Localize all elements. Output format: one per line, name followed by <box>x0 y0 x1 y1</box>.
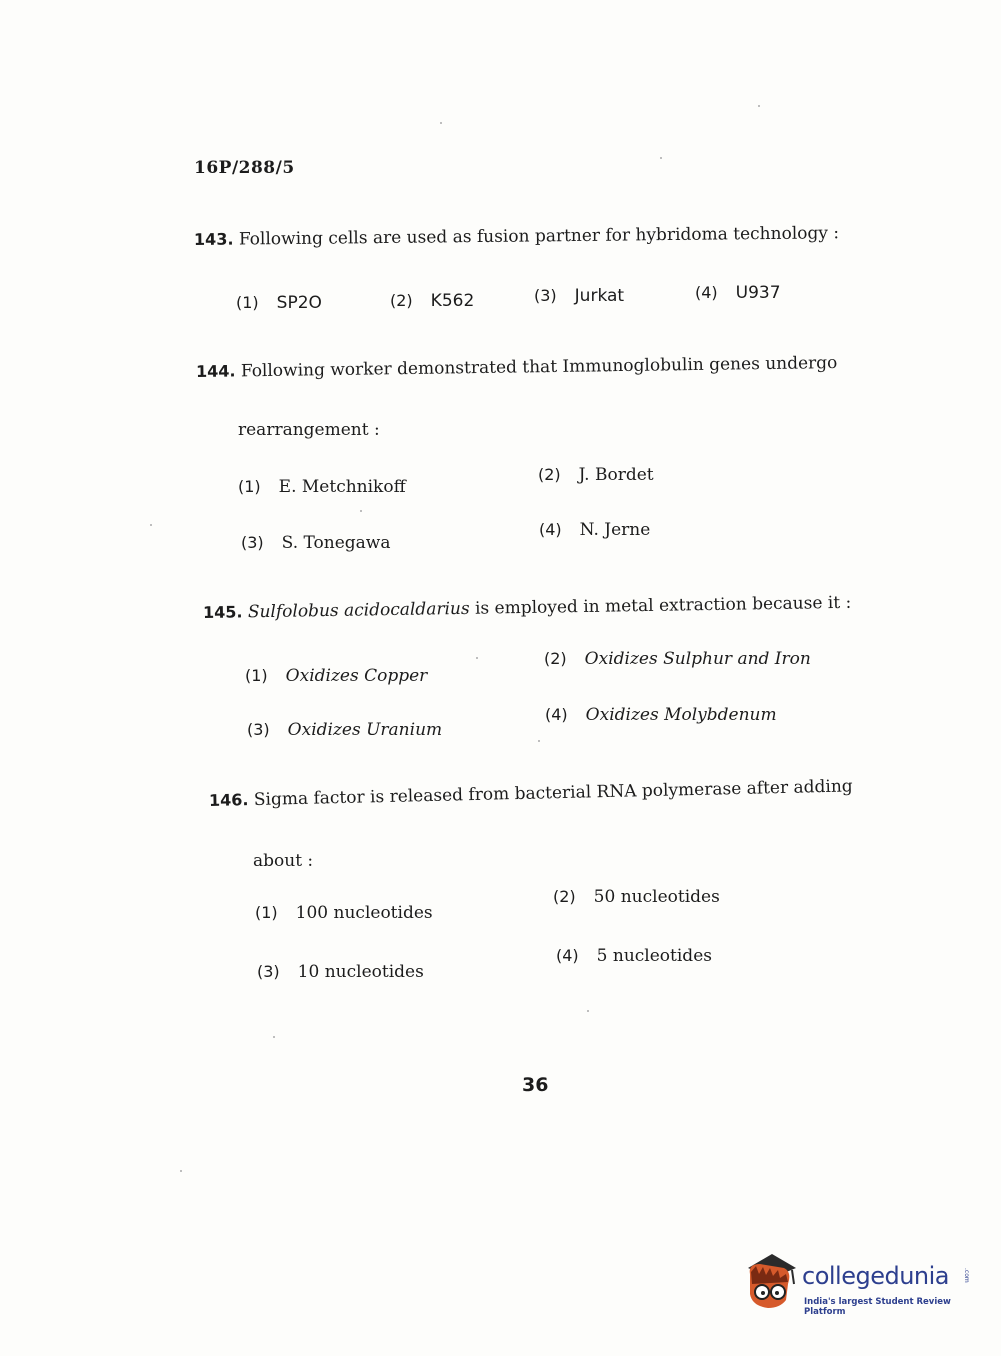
option-number: (1) <box>238 477 261 496</box>
option-number: (2) <box>390 291 413 310</box>
question-146 <box>209 776 853 811</box>
option-143-1[interactable] <box>236 293 322 313</box>
option-text: SP2O <box>276 293 322 313</box>
option-144-4[interactable] <box>539 520 650 540</box>
option-text: 5 nucleotides <box>596 946 712 966</box>
option-145-2[interactable] <box>544 649 811 669</box>
brand-tagline: India's largest Student Review Platform <box>804 1297 951 1317</box>
scan-speck <box>273 1036 275 1038</box>
option-number: (2) <box>538 465 561 484</box>
mascot-icon <box>742 1250 800 1312</box>
question-number: 144. <box>195 361 236 381</box>
scan-speck <box>758 105 760 107</box>
option-146-3[interactable] <box>257 962 424 982</box>
brand-suffix: .com <box>963 1268 970 1283</box>
option-number: (4) <box>556 946 579 965</box>
option-146-4[interactable] <box>556 946 712 966</box>
scan-speck <box>180 1170 182 1172</box>
scan-speck <box>440 122 442 124</box>
option-146-1[interactable] <box>255 903 433 923</box>
scan-speck <box>538 740 540 742</box>
option-146-2[interactable] <box>553 887 720 907</box>
collegedunia-logo <box>742 1250 972 1320</box>
scan-speck <box>150 524 152 526</box>
question-number: 143. <box>193 229 234 249</box>
option-text: Jurkat <box>574 286 625 306</box>
scan-speck <box>360 510 362 512</box>
question-text: Sigma factor is released from bacterial RNA polymerase after adding <box>253 776 853 810</box>
option-145-4[interactable] <box>545 705 777 725</box>
option-number: (4) <box>539 520 562 539</box>
option-144-1[interactable] <box>238 477 406 497</box>
option-number: (3) <box>257 962 280 981</box>
option-number: (4) <box>545 705 568 724</box>
question-text: is employed in metal extraction because it : <box>474 592 852 619</box>
question-number: 145. <box>202 602 243 622</box>
option-text: Oxidizes Molybdenum <box>585 705 777 725</box>
option-text: Oxidizes Uranium <box>287 720 443 740</box>
option-number: (3) <box>241 533 264 552</box>
question-text: Following cells are used as fusion partner for hybridoma technology : <box>238 223 840 250</box>
option-number: (1) <box>245 666 268 685</box>
scan-speck <box>476 657 478 659</box>
option-text: E. Metchnikoff <box>278 477 406 497</box>
option-text: 50 nucleotides <box>593 887 720 907</box>
option-number: (3) <box>247 720 270 739</box>
option-145-1[interactable] <box>245 666 427 686</box>
paper-code: 16P/288/5 <box>194 158 295 178</box>
page-number: 36 <box>522 1074 549 1096</box>
question-text-continuation: about : <box>253 851 314 871</box>
option-number: (2) <box>544 649 567 668</box>
question-number: 146. <box>208 790 249 810</box>
option-text: N. Jerne <box>579 520 651 540</box>
option-number: (4) <box>695 283 718 302</box>
question-143 <box>194 223 839 250</box>
option-145-3[interactable] <box>247 720 442 740</box>
question-144 <box>196 353 838 382</box>
option-text: U937 <box>735 283 781 303</box>
question-text-continuation: rearrangement : <box>238 420 380 440</box>
option-text: Oxidizes Sulphur and Iron <box>584 649 811 669</box>
option-143-3[interactable] <box>534 286 624 306</box>
question-145 <box>203 593 852 623</box>
option-144-2[interactable] <box>538 465 654 485</box>
option-text: K562 <box>430 291 475 311</box>
organism-name: Sulfolobus acidocaldarius <box>247 598 470 623</box>
scan-speck <box>587 1010 589 1012</box>
option-number: (1) <box>236 293 259 312</box>
option-text: 100 nucleotides <box>295 903 433 923</box>
scan-speck <box>660 157 662 159</box>
question-text: Following worker demonstrated that Immunoglobulin genes undergo <box>240 353 838 382</box>
option-text: 10 nucleotides <box>297 962 424 982</box>
brand-name: collegedunia <box>802 1262 950 1290</box>
option-number: (1) <box>255 903 278 922</box>
option-144-3[interactable] <box>241 533 391 553</box>
option-text: S. Tonegawa <box>281 533 391 553</box>
option-text: J. Bordet <box>578 465 654 485</box>
option-text: Oxidizes Copper <box>285 666 428 686</box>
option-143-2[interactable] <box>390 291 474 311</box>
option-number: (2) <box>553 887 576 906</box>
option-143-4[interactable] <box>695 283 781 303</box>
option-number: (3) <box>534 286 557 305</box>
